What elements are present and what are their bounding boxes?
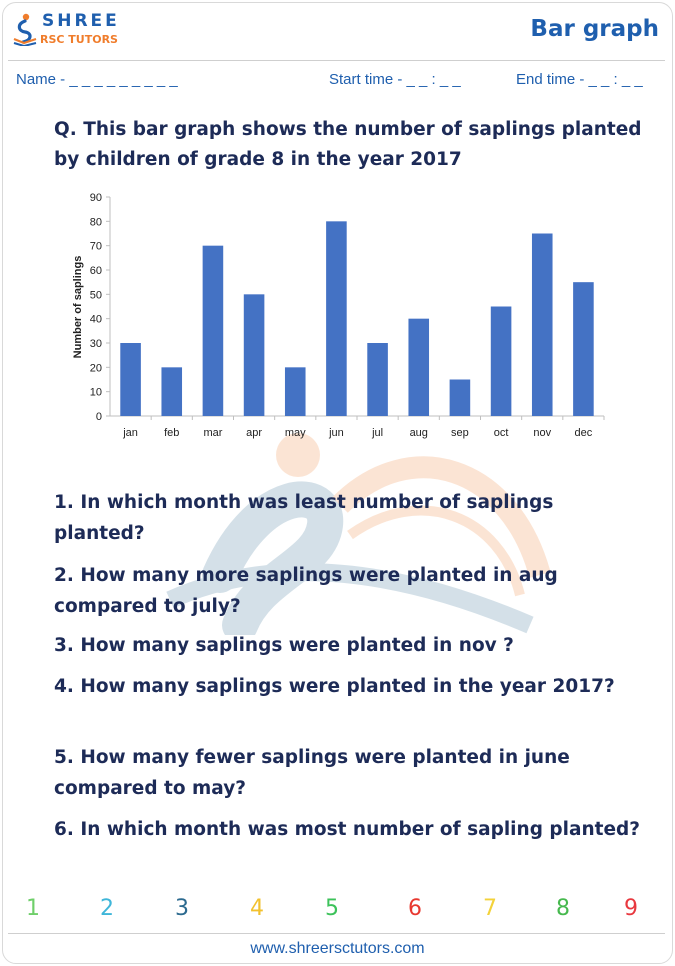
bar-feb — [161, 367, 182, 416]
digit-8: 8 — [556, 896, 570, 921]
digit-7: 7 — [483, 896, 497, 921]
y-tick-label: 70 — [89, 240, 102, 253]
question-6: 6. In which month was most number of sapling planted? — [54, 819, 640, 840]
bar-jun — [326, 221, 347, 416]
brand-subtitle: RSC TUTORS — [40, 33, 118, 46]
bar-mar — [203, 246, 224, 416]
bar-jul — [367, 343, 388, 416]
y-tick-label: 0 — [95, 411, 102, 423]
y-tick-label: 90 — [89, 192, 102, 204]
bar-sep — [450, 380, 471, 417]
digit-3: 3 — [175, 896, 189, 921]
x-tick-label-jul: jul — [372, 427, 384, 439]
digit-9: 9 — [624, 896, 638, 921]
x-tick-label-jan: jan — [123, 427, 138, 439]
x-tick-label-aug: aug — [409, 427, 428, 439]
question-3: 3. How many saplings were planted in nov ? — [54, 635, 514, 656]
x-tick-label-jun: jun — [329, 427, 344, 439]
name-field: Name - _ _ _ _ _ _ _ _ _ — [16, 71, 178, 88]
x-tick-label-feb: feb — [164, 427, 180, 439]
bar-may — [285, 367, 306, 416]
y-tick-label: 50 — [89, 289, 102, 302]
x-tick-label-apr: apr — [246, 427, 263, 439]
question-4: 4. How many saplings were planted in the year 2017? — [54, 676, 615, 697]
x-tick-label-dec: dec — [574, 427, 593, 439]
decorative-digits — [0, 896, 675, 930]
end-time-field: End time - _ _ : _ _ — [516, 71, 643, 88]
y-tick-label: 10 — [89, 386, 102, 399]
x-tick-label-nov: nov — [533, 427, 552, 439]
brand-logo — [12, 8, 130, 50]
digit-2: 2 — [100, 896, 114, 921]
y-axis-title: Number of saplings — [72, 255, 84, 359]
saplings-bar-chart — [66, 185, 626, 455]
start-time-field: Start time - _ _ : _ _ — [329, 71, 461, 88]
question-1: 1. In which month was least number of saplings planted? — [54, 492, 554, 544]
bar-nov — [532, 234, 553, 417]
bar-aug — [408, 319, 429, 416]
brand-name: SHREE — [42, 11, 120, 31]
footer-website-link[interactable]: www.shreersctutors.com — [250, 940, 425, 957]
bar-apr — [244, 294, 265, 416]
digit-6: 6 — [408, 896, 422, 921]
logo-figure-icon — [12, 12, 38, 46]
x-tick-label-may: may — [284, 427, 306, 439]
bar-oct — [491, 307, 512, 417]
x-tick-label-sep: sep — [451, 427, 469, 439]
footer-divider — [8, 933, 665, 934]
question-2: 2. How many more saplings were planted in aug compared to july? — [54, 565, 558, 617]
y-tick-label: 20 — [89, 362, 102, 375]
y-tick-label: 30 — [89, 338, 102, 350]
header-divider — [8, 60, 665, 61]
worksheet-title: Bar graph — [530, 16, 659, 42]
bar-jan — [120, 343, 141, 416]
digit-5: 5 — [325, 896, 339, 921]
y-tick-label: 80 — [89, 216, 102, 229]
question-5: 5. How many fewer saplings were planted in june compared to may? — [54, 747, 570, 799]
bar-dec — [573, 282, 594, 416]
digit-1: 1 — [26, 896, 40, 921]
question-intro: Q. This bar graph shows the number of saplings planted by children of grade 8 in the year 2017 — [54, 119, 642, 170]
x-tick-label-mar: mar — [203, 427, 223, 439]
digit-4: 4 — [250, 896, 264, 921]
y-tick-label: 60 — [89, 265, 102, 277]
x-tick-label-oct: oct — [493, 427, 509, 439]
y-tick-label: 40 — [89, 313, 102, 326]
